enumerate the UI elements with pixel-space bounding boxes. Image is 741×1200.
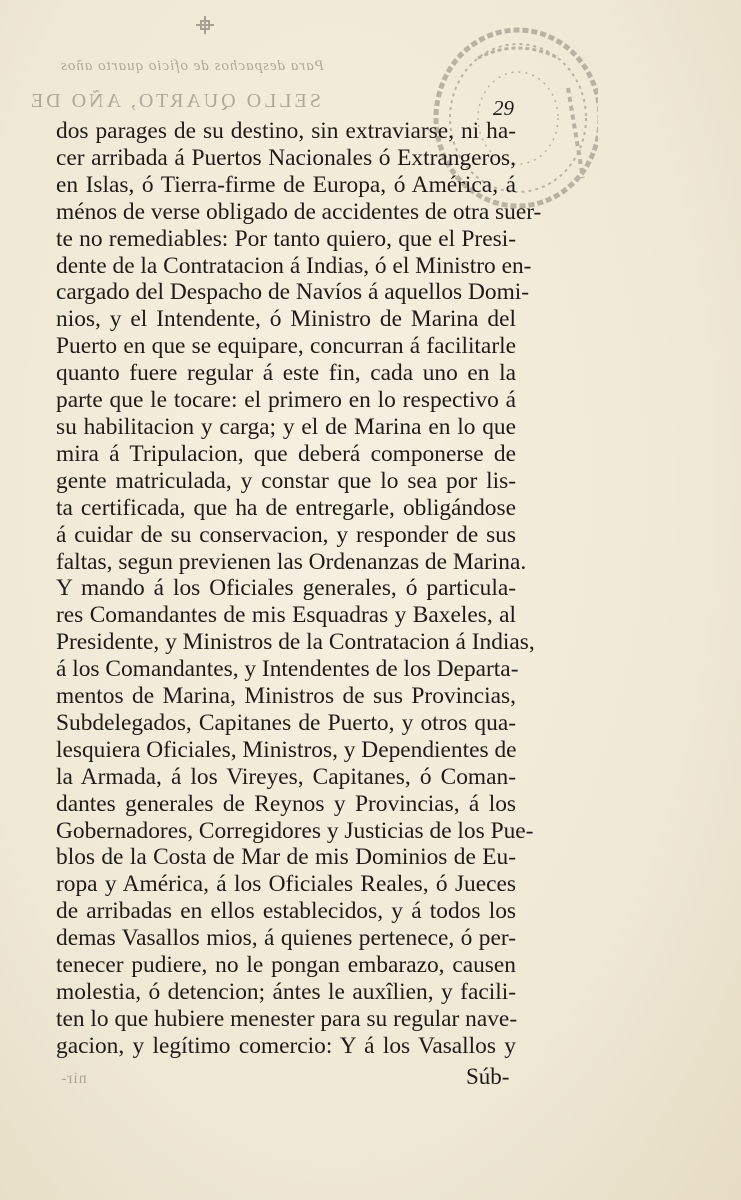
text-line: cargado del Despacho de Navíos á aquellos Domi- <box>56 279 530 306</box>
text-line: demas Vasallos mios, á quienes pertenece, ó per- <box>56 925 516 952</box>
text-line: dente de la Contratacion á Indias, ó el Ministro en- <box>56 252 532 279</box>
bleed-through-text-top: Para despachos de oficio quarto años <box>60 58 324 74</box>
text-line: ten lo que hubiere menester para su regular nave- <box>56 1005 518 1032</box>
text-line: blos de la Costa de Mar de mis Dominios de Eu- <box>56 844 516 871</box>
text-line: su habilitacion y carga; y el de Marina en lo que <box>56 413 516 440</box>
catchword: Súb- <box>466 1064 510 1089</box>
body-text <box>56 118 542 1060</box>
text-line: nios, y el Intendente, ó Ministro de Marina del <box>56 306 516 333</box>
text-line: gacion, y legítimo comercio: Y á los Vasallos y <box>56 1032 516 1059</box>
text-line: en Islas, ó Tierra-firme de Europa, ó América, á <box>56 171 516 198</box>
text-line: Gobernadores, Corregidores y Justicias de los Pue- <box>56 817 534 844</box>
text-line: Presidente, y Ministros de la Contratacion á Indias, <box>56 629 535 656</box>
text-line: parte que le tocare: el primero en lo respectivo á <box>56 387 516 414</box>
bleed-through-text-heading: SELLO QUARTO, AÑO DE <box>28 90 321 112</box>
text-line: molestia, ó detencion; ántes le auxîlien, y facili- <box>56 979 516 1005</box>
text-line: dos parages de su destino, sin extraviarse, ni ha- <box>56 118 516 144</box>
text-line: mentos de Marina, Ministros de sus Provincias, <box>56 683 516 710</box>
text-line: á cuidar de su conservacion, y responder de sus <box>56 521 516 548</box>
text-line: dantes generales de Reynos y Provincias, á los <box>56 790 516 817</box>
text-line: mira á Tripulacion, que deberá componerse de <box>56 440 516 467</box>
text-line: quanto fuere regular á este fin, cada uno en la <box>56 360 516 387</box>
text-line: Y mando á los Oficiales generales, ó particula- <box>56 575 516 602</box>
text-line: ropa y América, á los Oficiales Reales, ó Jueces <box>56 871 516 898</box>
text-line: de arribadas en ellos establecidos, y á todos los <box>56 898 516 925</box>
cross-mark-icon <box>194 14 216 36</box>
bleed-through-text-bottom: nir- <box>60 1070 87 1087</box>
text-line: tenecer pudiere, no le pongan embarazo, causen <box>56 952 516 979</box>
text-line: á los Comandantes, y Intendentes de los Departa- <box>56 656 519 683</box>
text-line: Subdelegados, Capitanes de Puerto, y otros qua- <box>56 709 516 736</box>
page-number: 29 <box>493 96 514 120</box>
text-line: faltas, segun previenen las Ordenanzas de Marina. <box>56 548 527 575</box>
text-line: gente matriculada, y constar que lo sea por lis- <box>56 467 516 494</box>
text-line: ta certificada, que ha de entregarle, obligándose <box>56 494 516 521</box>
text-line: res Comandantes de mis Esquadras y Baxeles, al <box>56 602 516 629</box>
text-line: cer arribada á Puertos Nacionales ó Extrangeros, <box>56 144 516 171</box>
text-line: lesquiera Oficiales, Ministros, y Dependientes de <box>56 736 517 763</box>
text-line: Puerto en que se equipare, concurran á facilitarle <box>56 333 516 360</box>
text-line: la Armada, á los Vireyes, Capitanes, ó Coman- <box>56 763 516 790</box>
text-line: ménos de verse obligado de accidentes de otra suer- <box>56 198 542 225</box>
text-line: te no remediables: Por tanto quiero, que el Presi- <box>56 225 516 252</box>
